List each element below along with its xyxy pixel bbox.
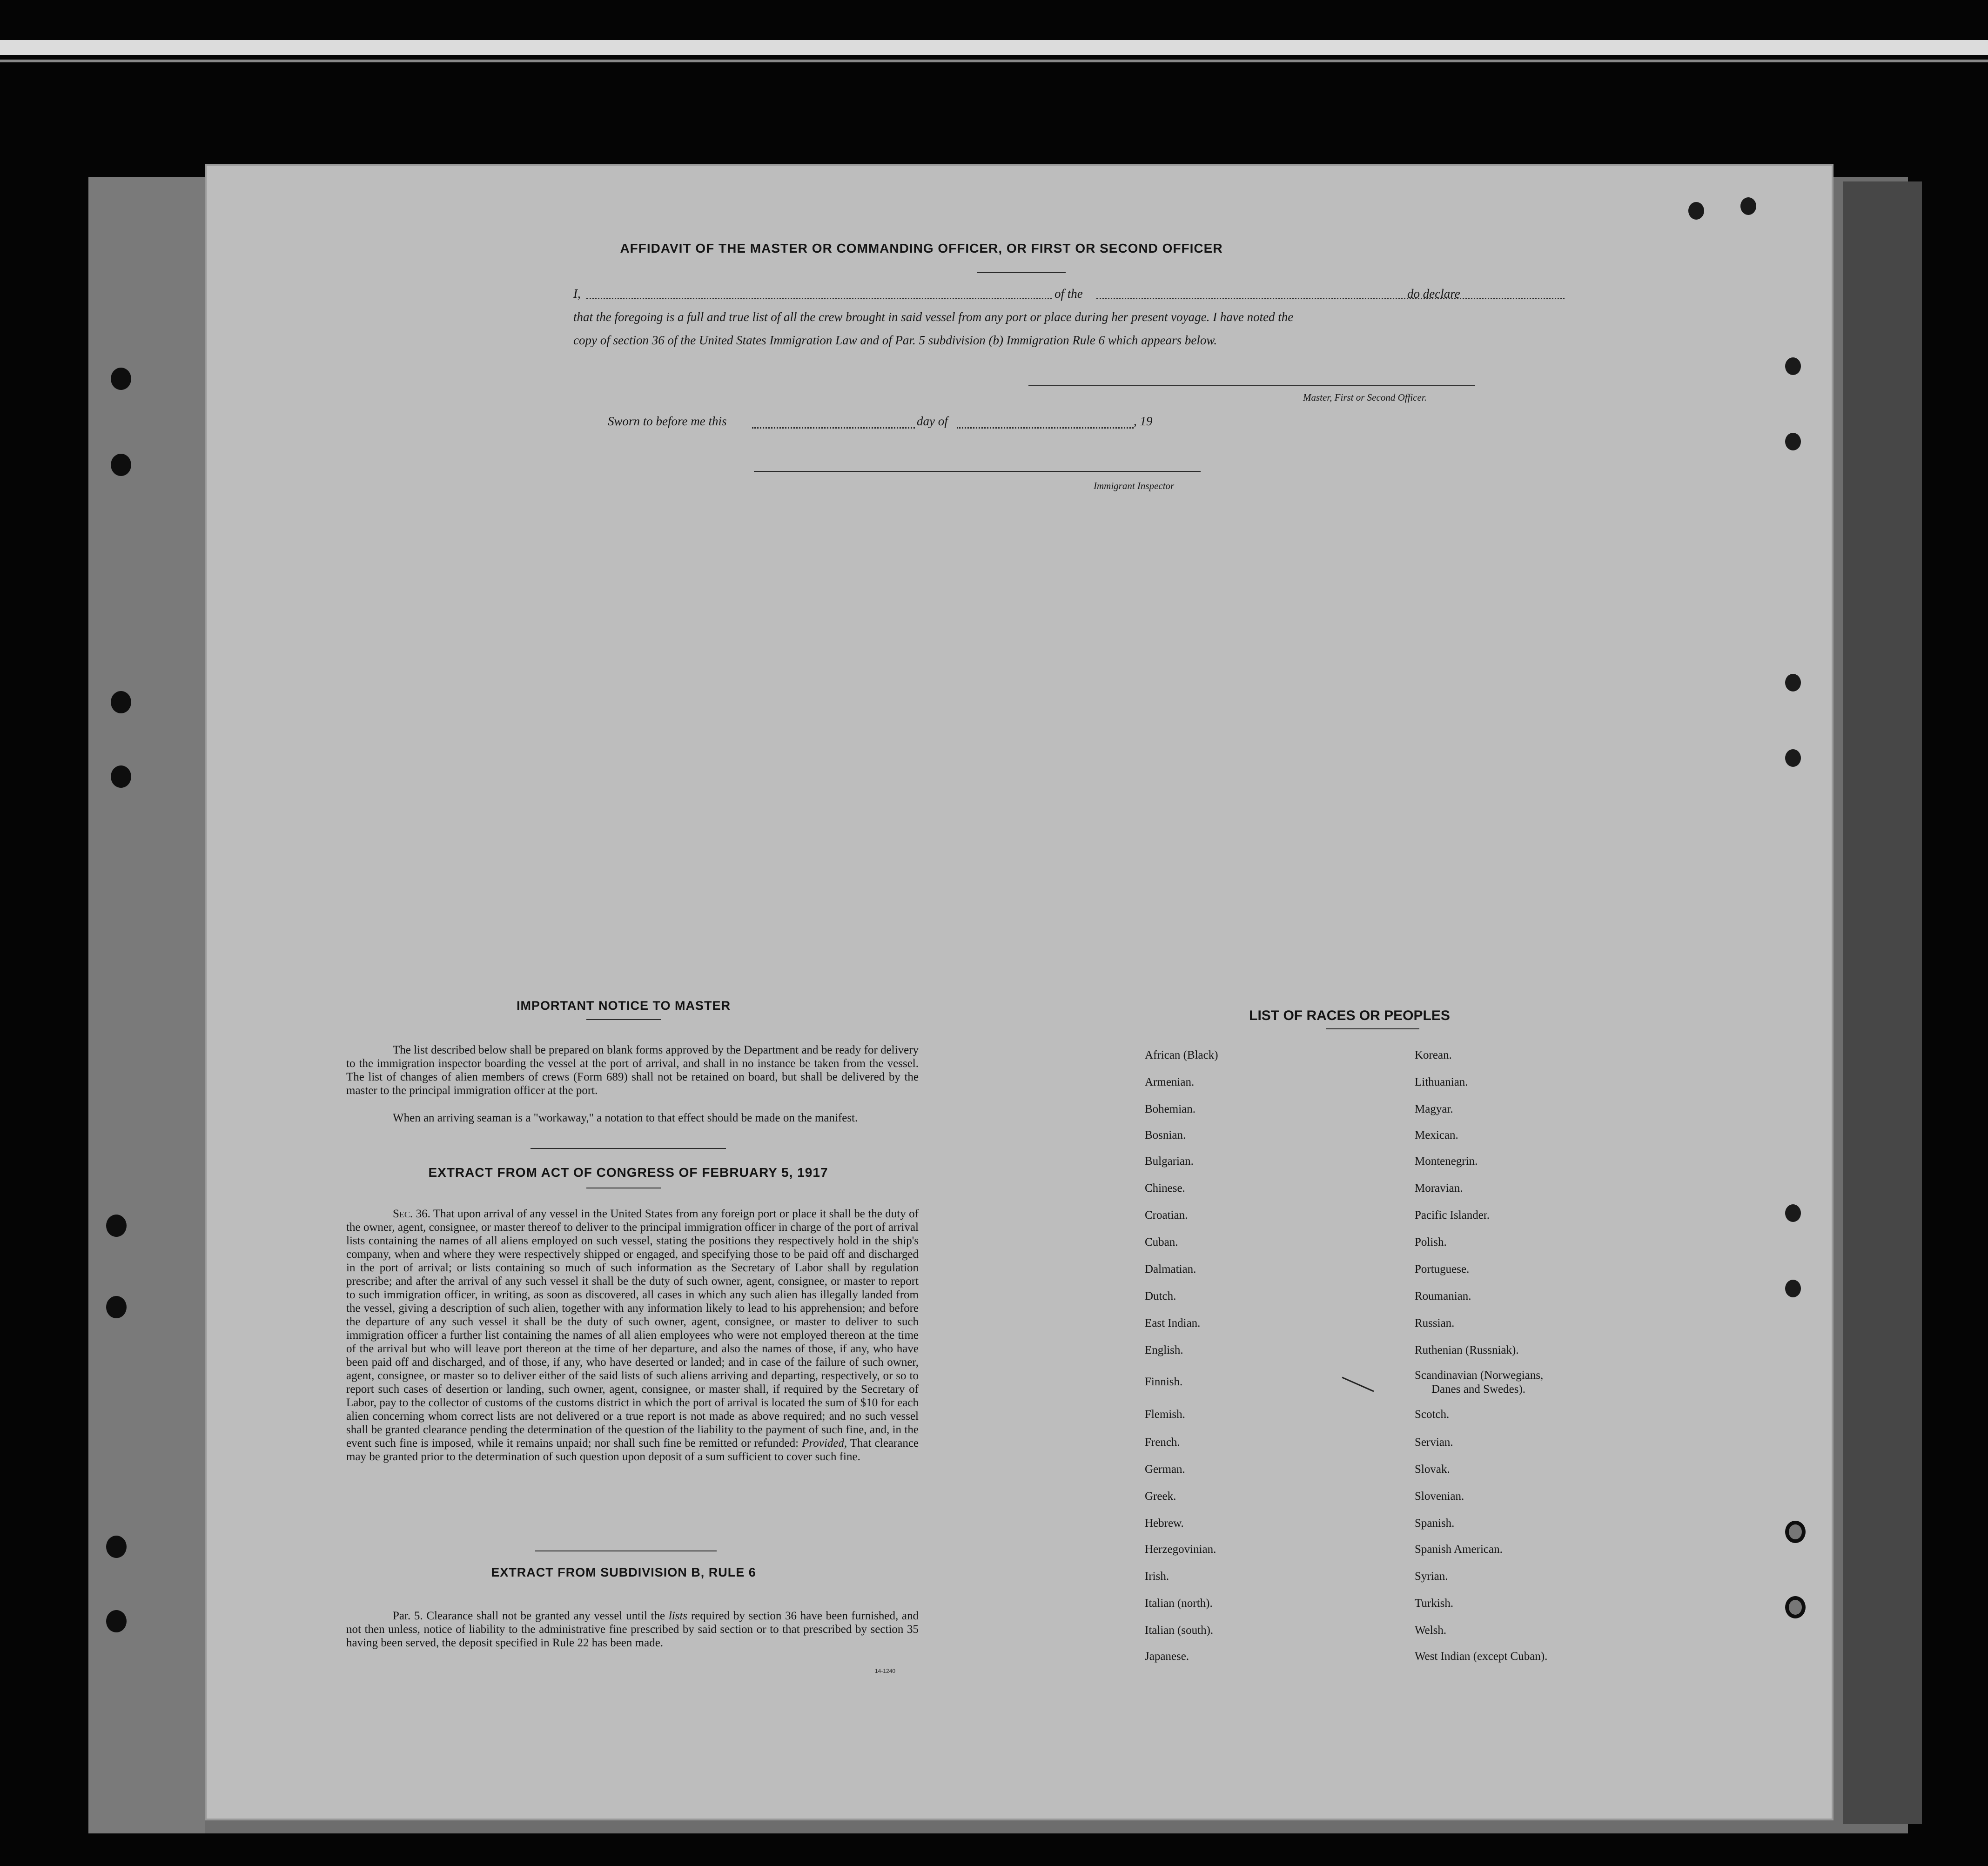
master-name-field[interactable]: [586, 298, 1052, 299]
title-underline: [977, 272, 1066, 273]
race-item: Hebrew.: [1145, 1517, 1184, 1530]
section-36-text: [346, 1207, 919, 1463]
race-item-continuation: Danes and Swedes).: [1431, 1383, 1526, 1396]
race-item: Portuguese.: [1415, 1263, 1470, 1275]
binder-hole: [1785, 433, 1801, 450]
film-top-strip: [0, 40, 1988, 55]
race-item: Chinese.: [1145, 1182, 1185, 1195]
section-36-body-end: That clearance may be granted prior to the determination of such question upon deposit of a sum sufficient to cover such fine.: [346, 1437, 919, 1463]
sworn-year-prefix: , 19: [1134, 414, 1153, 428]
section-36-proviso: Provided,: [802, 1437, 847, 1450]
race-item: Russian.: [1415, 1317, 1455, 1329]
race-item: Slovenian.: [1415, 1490, 1464, 1503]
race-item: Moravian.: [1415, 1182, 1463, 1195]
race-item: Pacific Islander.: [1415, 1209, 1490, 1222]
binder-hole: [111, 765, 131, 788]
race-item: Bulgarian.: [1145, 1155, 1194, 1168]
rule-extract-body-end: required by section 36 have been furnished, and not then unless, notice of liability to the administrative fine prescribed by said section or to that prescribed by section 35 having been served, the deposit specified in Rule 22 has been made.: [346, 1610, 919, 1649]
affidavit-line1-mid: of the: [1054, 287, 1083, 301]
race-item: Dalmatian.: [1145, 1263, 1196, 1275]
notice-paragraph-1: The list described below shall be prepared on blank forms approved by the Department and be ready for delivery to the immigration inspector boarding the vessel at the port of arrival, and shall in no instance be taken from the vessel. The list of changes of alien members of crews (Form 689) shall not be retained on board, but shall be delivered by the master to the principal immigration officer at the port.: [346, 1044, 919, 1097]
race-item: Korean.: [1415, 1049, 1452, 1061]
binder-hole: [111, 368, 131, 390]
affidavit-line1-suffix: do declare: [1407, 287, 1460, 301]
race-item: Roumanian.: [1415, 1290, 1471, 1302]
race-item: Slovak.: [1415, 1463, 1450, 1476]
race-item: Lithuanian.: [1415, 1076, 1468, 1088]
affidavit-line3: copy of section 36 of the United States Immigration Law and of Par. 5 subdivision (b) Immigration Rule 6 which appears below.: [573, 333, 1217, 347]
binder-hole: [1785, 357, 1801, 375]
race-item: Ruthenian (Russniak).: [1415, 1344, 1519, 1356]
race-item: African (Black): [1145, 1049, 1218, 1061]
race-item: Herzegovinian.: [1145, 1543, 1216, 1556]
binder-hole-reinforced: [1785, 1521, 1806, 1543]
section-36-body: That upon arrival of any vessel in the United States from any foreign port or place it shall be the duty of the owner, agent, consignee, or master thereof to deliver to the principal immigration officer in charge of the port of arrival lists containing the names of all aliens employed on such vessel, stating the positions they respectively hold in the ship's company, when and where they were respectively shipped or engaged, and specifying those to be paid off and discharged in the port of arrival; or lists containing so much of such information as the Secretary of Labor shall by regulation prescribe; and after the arrival of any such vessel it shall be the duty of such owner, agent, consignee, or master to report to such immigration officer, in writing, as soon as discovered, all cases in which any such alien has illegally landed from the vessel, giving a description of such alien, together with any information likely to lead to his apprehension; and before the departure of any such vessel it shall be the duty of such owner, agent, consignee, or master to deliver to such immigration officer a further list containing the names of all alien employees who were not employed thereon at the time of the arrival but who will leave port thereon at the time of her departure, and also the names of those, if any, who have been paid off and discharged, and of those, if any, who have deserted or landed; and in case of the failure of such owner, agent, consignee, or master so to deliver either of the said lists of such aliens arriving and departing, respectively, or so to report such cases of desertion or landing, such owner, agent, consignee, or master shall, if required by the Secretary of Labor, pay to the collector of customs of the customs district in which the port of arrival is located the sum of $10 for each alien concerning whom correct lists are not delivered or a true report is not made as above required; and no such vessel shall be granted clearance pending the determination of the question of the liability to the payment of such fine, and, in the event such fine is imposed, while it remains unpaid; nor shall such fine be remitted or refunded:: [346, 1208, 919, 1450]
section-divider: [531, 1148, 726, 1149]
races-title: LIST OF RACES OR PEOPLES: [1249, 1008, 1450, 1023]
section-36-label: Sec. 36.: [393, 1208, 430, 1220]
race-item: Croatian.: [1145, 1209, 1188, 1222]
sworn-day-label: day of: [917, 414, 948, 428]
race-item: Mexican.: [1415, 1129, 1458, 1141]
binder-hole: [1785, 1204, 1801, 1222]
race-item: Dutch.: [1145, 1290, 1176, 1302]
race-item: Bohemian.: [1145, 1103, 1196, 1115]
master-signature-label: Master, First or Second Officer.: [1303, 392, 1427, 403]
affidavit-line2: that the foregoing is a full and true list of all the crew brought in said vessel from any port or place during her present voyage. I have noted the: [573, 310, 1294, 324]
binder-hole: [106, 1610, 127, 1632]
notice-paragraph-2: When an arriving seaman is a "workaway," a notation to that effect should be made on the manifest.: [393, 1112, 858, 1124]
binder-hole: [1740, 197, 1756, 215]
binder-hole: [106, 1536, 127, 1558]
race-item: Servian.: [1415, 1436, 1453, 1449]
race-item: Spanish.: [1415, 1517, 1455, 1530]
rule-extract-body-start: Par. 5. Clearance shall not be granted any vessel until the: [393, 1610, 665, 1622]
binder-hole: [111, 691, 131, 713]
binder-hole: [106, 1296, 127, 1318]
race-item: Turkish.: [1415, 1597, 1454, 1610]
document-page: [205, 164, 1834, 1820]
rule-extract-title: EXTRACT FROM SUBDIVISION B, RULE 6: [491, 1565, 756, 1579]
race-item: East Indian.: [1145, 1317, 1201, 1329]
race-item: Greek.: [1145, 1490, 1176, 1503]
race-item: Bosnian.: [1145, 1129, 1186, 1141]
binder-hole-reinforced: [1785, 1596, 1806, 1618]
race-item: Montenegrin.: [1415, 1155, 1478, 1168]
race-item: Italian (north).: [1145, 1597, 1213, 1610]
inspector-signature-label: Immigrant Inspector: [1094, 480, 1175, 491]
race-item: Armenian.: [1145, 1076, 1195, 1088]
binder-hole: [1688, 202, 1704, 220]
race-item: Polish.: [1415, 1236, 1447, 1248]
form-number: 14-1240: [875, 1668, 896, 1674]
pen-mark: [1340, 1376, 1377, 1394]
inspector-signature-line[interactable]: [754, 471, 1201, 472]
sworn-day-field[interactable]: [752, 427, 915, 429]
film-top-line: [0, 60, 1988, 62]
race-item: Finnish.: [1145, 1376, 1183, 1388]
affidavit-title: AFFIDAVIT OF THE MASTER OR COMMANDING OFFICER, OR FIRST OR SECOND OFFICER: [620, 241, 1223, 255]
master-signature-line[interactable]: [1028, 385, 1475, 386]
race-item: German.: [1145, 1463, 1185, 1476]
binder-hole: [1785, 1280, 1801, 1297]
race-item: Syrian.: [1415, 1570, 1448, 1583]
race-item: Spanish American.: [1415, 1543, 1503, 1556]
race-item: Cuban.: [1145, 1236, 1178, 1248]
rule-extract-lists-word: lists: [668, 1610, 688, 1622]
race-item: Scotch.: [1415, 1408, 1450, 1421]
notice-underline: [586, 1019, 661, 1020]
race-item: Welsh.: [1415, 1624, 1447, 1637]
sworn-month-field[interactable]: [957, 427, 1134, 429]
act-extract-title: EXTRACT FROM ACT OF CONGRESS OF FEBRUARY 5, 1917: [428, 1165, 828, 1180]
binder-hole: [111, 454, 131, 476]
races-underline: [1326, 1028, 1419, 1029]
sworn-prefix: Sworn to before me this: [608, 414, 727, 428]
race-item: Magyar.: [1415, 1103, 1453, 1115]
race-item: Italian (south).: [1145, 1624, 1214, 1637]
rule-extract-text: [346, 1609, 919, 1650]
race-item: Scandinavian (Norwegians,: [1415, 1369, 1544, 1382]
underlying-sheet-left-edge: [88, 177, 205, 1833]
binder-hole: [1785, 674, 1801, 691]
race-item: Irish.: [1145, 1570, 1169, 1583]
underlying-sheet-right-edge: [1843, 181, 1922, 1824]
binder-hole: [106, 1215, 127, 1237]
race-item: English.: [1145, 1344, 1183, 1356]
notice-title: IMPORTANT NOTICE TO MASTER: [517, 999, 731, 1013]
vessel-name-field[interactable]: [1096, 298, 1565, 299]
race-item: French.: [1145, 1436, 1180, 1449]
binder-hole: [1785, 749, 1801, 767]
race-item: Flemish.: [1145, 1408, 1185, 1421]
race-item: West Indian (except Cuban).: [1415, 1650, 1548, 1663]
affidavit-line1-prefix: I,: [573, 287, 581, 301]
race-item: Japanese.: [1145, 1650, 1189, 1663]
